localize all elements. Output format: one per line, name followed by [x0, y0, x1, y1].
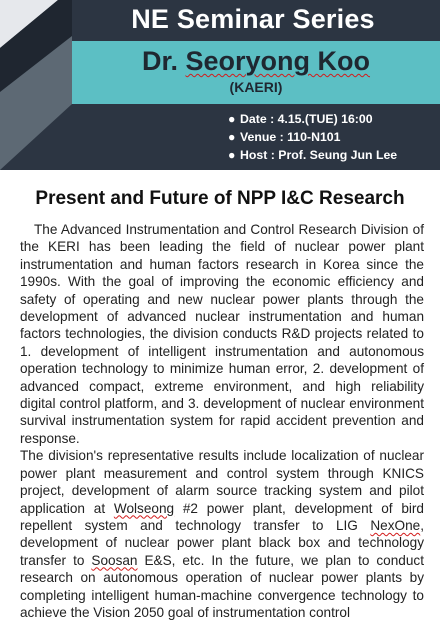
info-item-date	[228, 110, 397, 128]
header-banner	[0, 0, 440, 170]
speaker-affiliation: (KAERI)	[229, 79, 283, 95]
bullet-icon: ●	[228, 130, 236, 144]
p2-wolseong: Wolseong	[113, 500, 175, 516]
abstract-paragraph-1: The Advanced Instrumentation and Control Research Division of the KERI has been leading the field of nuclear power plant instrumentation and human factors research in Korea since the 1990s. With the goal of improving the economic efficiency and safety of operating and new nuclear power plants through the development of advanced nuclear instrumentation and human factors technologies, the division conducts R&D projects related to 1. development of intelligent instrumentation and autonomous operation technology to minimize human error, 2. development of advanced compact, extreme environment, and high reliability digital control platform, and 3. development of nuclear environment survival instrumentation system for rapid accident prevention and response.	[20, 222, 424, 446]
bullet-icon: ●	[228, 112, 236, 126]
talk-title: Present and Future of NPP I&C Research	[35, 188, 405, 209]
p2-nexone: NexOne	[370, 517, 421, 533]
bullet-icon: ●	[228, 148, 236, 162]
p2-soosan: Soosan	[91, 552, 138, 568]
abstract-paragraph-2	[20, 447, 424, 621]
info-host-text: Host : Prof. Seung Jun Lee	[240, 148, 398, 162]
speaker-prefix: Dr.	[141, 46, 186, 76]
p2-segment-a: The division's representative results include localization of nuclear power plant measurement and control system through KNICS project, development of alarm source tracking system and pilot application at	[20, 448, 424, 516]
speaker-name	[72, 46, 440, 77]
info-venue-text: Venue : 110-N101	[240, 130, 341, 144]
speaker-surname: Seoryong Koo	[185, 46, 371, 76]
abstract	[20, 221, 424, 621]
event-info-list	[228, 110, 397, 164]
p2-segment-d: E&S, etc. In the future, we plan to conduct research on autonomous operation of nuclear power plants by completing intelligent human-machine convergence technology to achieve the Vision 2050 goal of instrumentation control	[20, 552, 424, 620]
info-item-venue	[228, 128, 397, 146]
series-title: NE Seminar Series	[131, 4, 375, 34]
info-date-text: Date : 4.15.(TUE) 16:00	[240, 112, 373, 126]
p2-segment-b: #2 power plant, development of bird repellent system and technology transfer to LIG	[20, 500, 424, 533]
info-item-host	[228, 146, 397, 164]
p2-segment-c: , development of nuclear power plant black box and technology transfer to	[20, 517, 424, 568]
speaker-band	[72, 41, 440, 104]
